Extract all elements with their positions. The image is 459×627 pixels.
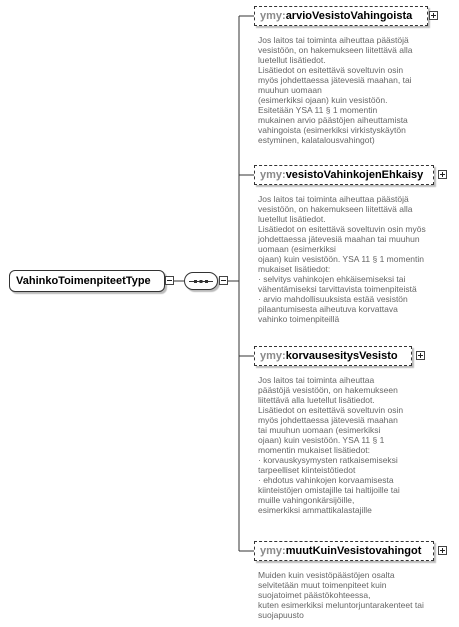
element-box[interactable] — [254, 6, 428, 26]
element-box[interactable] — [254, 541, 434, 561]
element-box[interactable] — [254, 346, 412, 366]
expand-icon[interactable] — [416, 351, 425, 360]
element-name: arvioVesistoVahingoista — [285, 10, 413, 22]
expand-icon[interactable] — [438, 170, 447, 179]
namespace-prefix: ymy: — [260, 169, 286, 181]
element-name: muutKuinVesistovahingot — [285, 545, 422, 557]
element-documentation: Jos laitos tai toiminta aiheuttaa päästöjä vesistöön, on hakemukseen liitettävä alla luetellut lisätiedot. Lisätiedot on esitettävä soveltuvin osin myös johdettaessa jätevesiä maahan tai muuhun uomaan (esimerkiksi ojaan) kuin vesistöön. YSA 11 § 1 momentin mukaiset lisätiedot: · selvitys vahinkojen ehkäisemiseksi tai vähentämiseksi tarvittavista toimenpiteistä · arvio mahdollisuuksista estää vesistön pilaantumisesta aiheutuva korvattava vahinko toimenpiteillä — [258, 194, 426, 324]
namespace-prefix: ymy: — [260, 10, 286, 22]
element-documentation: Muiden kuin vesistöpäästöjen osalta selvitetään muut toimenpiteet kuin suojatoimet päästökohteessa, kuten esimerkiksi meluntorjuntarakenteet tai suojapuusto — [258, 570, 424, 620]
element-name: vesistoVahinkojenEhkaisy — [285, 169, 424, 181]
root-type-box[interactable] — [9, 270, 165, 292]
sequence-icon — [189, 280, 213, 283]
namespace-prefix: ymy: — [260, 545, 286, 557]
collapse-icon[interactable] — [165, 276, 174, 285]
expand-icon[interactable] — [438, 546, 447, 555]
element-box[interactable] — [254, 165, 434, 185]
sequence-compositor[interactable] — [184, 272, 218, 290]
element-name: korvausesitysVesisto — [285, 350, 398, 362]
collapse-icon[interactable] — [219, 276, 228, 285]
expand-icon[interactable] — [429, 11, 438, 20]
namespace-prefix: ymy: — [260, 350, 286, 362]
root-type-name: VahinkoToimenpiteetType — [16, 275, 151, 287]
element-documentation: Jos laitos tai toiminta aiheuttaa päästöjä vesistöön, on hakemukseen liitettävä alla luetellut lisätiedot. Lisätiedot on esitettävä soveltuvin osin myös johdettaessa jätevesiä maahan tai muuhun uomaan (esimerkiksi ojaan) kuin vesistöön. YSA 11 § 1 momentin mukaiset lisätiedot: · korvauskysymysten ratkaisemiseksi tarpeelliset kiinteistötiedot · ehdotus vahinkojen korvaamisesta kiinteistöjen omistajille tai haltijoille tai muille vahingonkärsijöille, esimerkiksi ammattikalastajille — [258, 375, 404, 515]
element-documentation: Jos laitos tai toiminta aiheuttaa päästöjä vesistöön, on hakemukseen liitettävä alla luetellut lisätiedot. Lisätiedot on esitettävä soveltuvin osin myös johdettaessa jätevesiä maahan, tai muuhun uomaan (esimerkiksi ojaan) kuin vesistöön. Esitetään YSA 11 § 1 momentin mukainen arvio päästöjen aiheuttamista vahingoista (esimerkiksi virkistyskäytön estyminen, kalatalousvahingot) — [258, 35, 413, 145]
